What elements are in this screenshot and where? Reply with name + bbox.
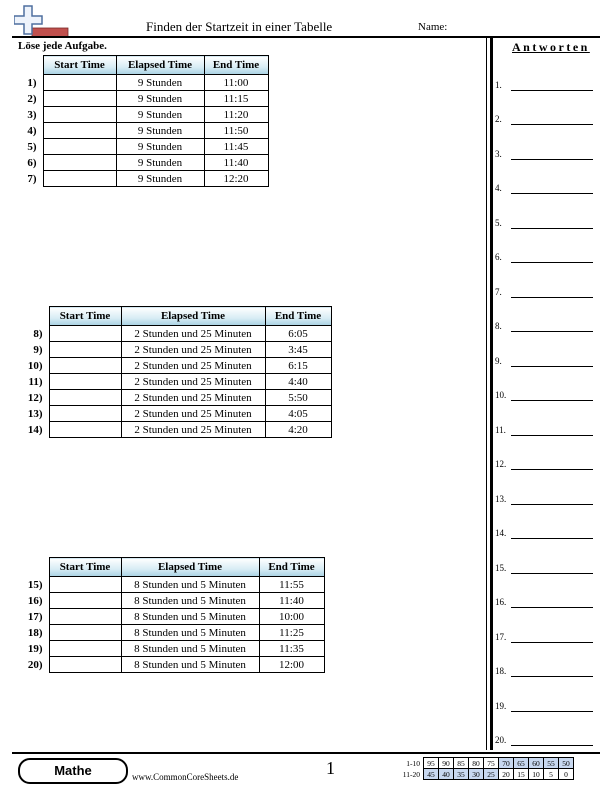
score-table <box>398 757 574 780</box>
answer-label: 10. <box>495 390 507 400</box>
end-time-cell: 11:40 <box>204 155 268 171</box>
problem-number: 8) <box>33 327 43 340</box>
problem-number: 12) <box>27 391 43 404</box>
header-divider <box>12 36 600 38</box>
table-row <box>12 155 268 171</box>
answer-label: 9. <box>495 356 502 366</box>
end-time-cell: 11:20 <box>204 107 268 123</box>
score-cell: 5 <box>544 769 559 780</box>
start-time-cell[interactable] <box>49 390 121 406</box>
problem-number: 17) <box>27 610 43 623</box>
elapsed-time-cell: 9 Stunden <box>116 123 204 139</box>
table-row <box>12 91 268 107</box>
end-time-header: End Time <box>259 558 324 577</box>
end-time-cell: 12:20 <box>204 171 268 187</box>
answer-blank <box>511 711 593 712</box>
elapsed-time-cell: 9 Stunden <box>116 171 204 187</box>
end-time-cell: 12:00 <box>259 657 324 673</box>
score-cell: 15 <box>514 769 529 780</box>
end-time-cell: 11:35 <box>259 641 324 657</box>
answer-line[interactable] <box>495 629 595 643</box>
answer-label: 19. <box>495 701 507 711</box>
score-cell: 30 <box>469 769 484 780</box>
elapsed-time-cell: 9 Stunden <box>116 155 204 171</box>
answer-blank <box>511 642 593 643</box>
answer-line[interactable] <box>495 180 595 194</box>
table-row <box>12 577 324 593</box>
problem-number: 1) <box>27 76 37 89</box>
score-row <box>398 758 574 769</box>
problem-table-1 <box>12 55 269 187</box>
answer-blank <box>511 469 593 470</box>
answer-label: 12. <box>495 459 507 469</box>
elapsed-time-cell: 8 Stunden und 5 Minuten <box>121 577 259 593</box>
answer-line[interactable] <box>495 698 595 712</box>
answer-blank <box>511 538 593 539</box>
start-time-cell[interactable] <box>43 107 116 123</box>
elapsed-time-cell: 2 Stunden und 25 Minuten <box>121 406 265 422</box>
end-time-cell: 11:50 <box>204 123 268 139</box>
score-cell: 75 <box>484 758 499 769</box>
table-row <box>12 123 268 139</box>
answer-blank <box>511 504 593 505</box>
score-cell: 85 <box>454 758 469 769</box>
answer-line[interactable] <box>495 594 595 608</box>
elapsed-time-cell: 2 Stunden und 25 Minuten <box>121 390 265 406</box>
table-row <box>12 641 324 657</box>
footer-divider <box>12 752 600 754</box>
answer-label: 2. <box>495 114 502 124</box>
elapsed-time-header: Elapsed Time <box>121 558 259 577</box>
answer-line[interactable] <box>495 111 595 125</box>
end-time-cell: 6:05 <box>265 326 331 342</box>
answer-label: 13. <box>495 494 507 504</box>
problem-number: 20) <box>27 658 43 671</box>
problem-number: 11) <box>28 375 43 388</box>
answer-line[interactable] <box>495 387 595 401</box>
start-time-cell[interactable] <box>49 326 121 342</box>
score-cell: 70 <box>499 758 514 769</box>
instructions: Löse jede Aufgabe. <box>18 40 107 52</box>
answer-label: 8. <box>495 321 502 331</box>
problem-table-2 <box>12 306 332 438</box>
answer-label: 20. <box>495 735 507 745</box>
end-time-cell: 3:45 <box>265 342 331 358</box>
elapsed-time-cell: 8 Stunden und 5 Minuten <box>121 625 259 641</box>
answer-label: 18. <box>495 666 507 676</box>
answer-label: 11. <box>495 425 506 435</box>
answer-blank <box>511 745 593 746</box>
answer-line[interactable] <box>495 77 595 91</box>
table-row <box>12 625 324 641</box>
end-time-cell: 10:00 <box>259 609 324 625</box>
elapsed-time-cell: 8 Stunden und 5 Minuten <box>121 657 259 673</box>
answer-line[interactable] <box>495 732 595 746</box>
answer-line[interactable] <box>495 422 595 436</box>
answer-blank <box>511 435 593 436</box>
start-time-header: Start Time <box>49 307 121 326</box>
number-column-header <box>12 558 49 577</box>
elapsed-time-cell: 2 Stunden und 25 Minuten <box>121 326 265 342</box>
start-time-cell[interactable] <box>49 593 121 609</box>
problem-table-3 <box>12 557 325 673</box>
score-cell: 45 <box>424 769 439 780</box>
elapsed-time-cell: 9 Stunden <box>116 139 204 155</box>
problem-number: 5) <box>27 140 37 153</box>
plus-logo-icon <box>14 4 70 38</box>
start-time-cell[interactable] <box>49 609 121 625</box>
score-cell: 50 <box>559 758 574 769</box>
answer-line[interactable] <box>495 318 595 332</box>
problem-number: 16) <box>27 594 43 607</box>
start-time-cell[interactable] <box>49 374 121 390</box>
name-label: Name: <box>418 21 448 33</box>
answer-label: 5. <box>495 218 502 228</box>
problem-number: 2) <box>27 92 37 105</box>
answer-blank <box>511 366 593 367</box>
start-time-header: Start Time <box>43 56 116 75</box>
answer-line[interactable] <box>495 560 595 574</box>
elapsed-time-cell: 9 Stunden <box>116 75 204 91</box>
answer-line[interactable] <box>495 146 595 160</box>
answer-blank <box>511 90 593 91</box>
end-time-cell: 11:00 <box>204 75 268 91</box>
table-row <box>12 657 324 673</box>
end-time-cell: 11:55 <box>259 577 324 593</box>
end-time-cell: 11:40 <box>259 593 324 609</box>
score-cell: 40 <box>439 769 454 780</box>
start-time-cell[interactable] <box>43 123 116 139</box>
answer-label: 4. <box>495 183 502 193</box>
problem-number: 6) <box>27 156 37 169</box>
table-row <box>12 422 331 438</box>
score-cell: 35 <box>454 769 469 780</box>
elapsed-time-cell: 2 Stunden und 25 Minuten <box>121 342 265 358</box>
score-cell: 90 <box>439 758 454 769</box>
answer-blank <box>511 159 593 160</box>
end-time-cell: 4:05 <box>265 406 331 422</box>
start-time-cell[interactable] <box>43 91 116 107</box>
table-row <box>12 107 268 123</box>
page-number: 1 <box>326 758 335 778</box>
answer-blank <box>511 331 593 332</box>
answer-divider <box>486 38 487 750</box>
answer-blank <box>511 262 593 263</box>
elapsed-time-cell: 8 Stunden und 5 Minuten <box>121 609 259 625</box>
start-time-header: Start Time <box>49 558 121 577</box>
elapsed-time-header: Elapsed Time <box>121 307 265 326</box>
problem-number: 13) <box>27 407 43 420</box>
score-cell: 95 <box>424 758 439 769</box>
table-row <box>12 342 331 358</box>
table-row <box>12 406 331 422</box>
score-row <box>398 769 574 780</box>
table-row <box>12 609 324 625</box>
answer-label: 7. <box>495 287 502 297</box>
subject-badge: Mathe <box>18 758 128 784</box>
answer-line[interactable] <box>495 456 595 470</box>
answer-label: 17. <box>495 632 507 642</box>
elapsed-time-cell: 8 Stunden und 5 Minuten <box>121 593 259 609</box>
end-time-cell: 5:50 <box>265 390 331 406</box>
elapsed-time-cell: 2 Stunden und 25 Minuten <box>121 422 265 438</box>
elapsed-time-cell: 8 Stunden und 5 Minuten <box>121 641 259 657</box>
answer-blank <box>511 573 593 574</box>
number-column-header <box>12 307 49 326</box>
table-row <box>12 171 268 187</box>
start-time-cell[interactable] <box>49 641 121 657</box>
answer-blank <box>511 297 593 298</box>
start-time-cell[interactable] <box>49 577 121 593</box>
answer-line[interactable] <box>495 663 595 677</box>
end-time-header: End Time <box>265 307 331 326</box>
problem-number: 10) <box>27 359 43 372</box>
score-cell: 0 <box>559 769 574 780</box>
page-title: Finden der Startzeit in einer Tabelle <box>146 19 333 34</box>
table-row <box>12 358 331 374</box>
elapsed-time-cell: 9 Stunden <box>116 107 204 123</box>
problem-number: 15) <box>27 578 43 591</box>
score-cell: 20 <box>499 769 514 780</box>
answer-blank <box>511 193 593 194</box>
problem-number: 14) <box>27 423 43 436</box>
start-time-cell[interactable] <box>49 625 121 641</box>
start-time-cell[interactable] <box>43 155 116 171</box>
answer-label: 14. <box>495 528 507 538</box>
table-row <box>12 593 324 609</box>
end-time-cell: 11:25 <box>259 625 324 641</box>
problem-number: 9) <box>33 343 43 356</box>
answer-label: 3. <box>495 149 502 159</box>
answer-line[interactable] <box>495 249 595 263</box>
answer-label: 6. <box>495 252 502 262</box>
answer-blank <box>511 676 593 677</box>
problem-number: 19) <box>27 642 43 655</box>
score-row-label: 11-20 <box>402 769 420 779</box>
end-time-header: End Time <box>204 56 268 75</box>
end-time-cell: 6:15 <box>265 358 331 374</box>
start-time-cell[interactable] <box>43 139 116 155</box>
elapsed-time-cell: 2 Stunden und 25 Minuten <box>121 358 265 374</box>
number-column-header <box>12 56 43 75</box>
answer-divider-thick <box>490 38 493 750</box>
website-label: www.CommonCoreSheets.de <box>132 772 239 782</box>
table-row <box>12 75 268 91</box>
answer-label: 1. <box>495 80 502 90</box>
answer-line[interactable] <box>495 491 595 505</box>
start-time-cell[interactable] <box>49 657 121 673</box>
score-cell: 80 <box>469 758 484 769</box>
score-cell: 60 <box>529 758 544 769</box>
answer-blank <box>511 607 593 608</box>
end-time-cell: 4:40 <box>265 374 331 390</box>
problem-number: 4) <box>27 124 37 137</box>
elapsed-time-cell: 9 Stunden <box>116 91 204 107</box>
answer-line[interactable] <box>495 215 595 229</box>
score-cell: 25 <box>484 769 499 780</box>
score-cell: 65 <box>514 758 529 769</box>
end-time-cell: 11:45 <box>204 139 268 155</box>
answer-blank <box>511 228 593 229</box>
elapsed-time-cell: 2 Stunden und 25 Minuten <box>121 374 265 390</box>
score-cell: 55 <box>544 758 559 769</box>
start-time-cell[interactable] <box>49 358 121 374</box>
end-time-cell: 11:15 <box>204 91 268 107</box>
start-time-cell[interactable] <box>49 342 121 358</box>
answer-label: 15. <box>495 563 507 573</box>
table-row <box>12 326 331 342</box>
problem-number: 7) <box>27 172 37 185</box>
table-row <box>12 374 331 390</box>
start-time-cell[interactable] <box>43 171 116 187</box>
score-cell: 10 <box>529 769 544 780</box>
answer-label: 16. <box>495 597 507 607</box>
end-time-cell: 4:20 <box>265 422 331 438</box>
score-row-label: 1-10 <box>406 758 420 768</box>
answer-line[interactable] <box>495 353 595 367</box>
answer-line[interactable] <box>495 525 595 539</box>
table-row <box>12 390 331 406</box>
start-time-cell[interactable] <box>49 406 121 422</box>
problem-number: 3) <box>27 108 37 121</box>
table-row <box>12 139 268 155</box>
problem-number: 18) <box>27 626 43 639</box>
answers-title: Antworten <box>512 40 590 54</box>
answer-line[interactable] <box>495 284 595 298</box>
start-time-cell[interactable] <box>43 75 116 91</box>
answer-blank <box>511 124 593 125</box>
answer-blank <box>511 400 593 401</box>
elapsed-time-header: Elapsed Time <box>116 56 204 75</box>
start-time-cell[interactable] <box>49 422 121 438</box>
